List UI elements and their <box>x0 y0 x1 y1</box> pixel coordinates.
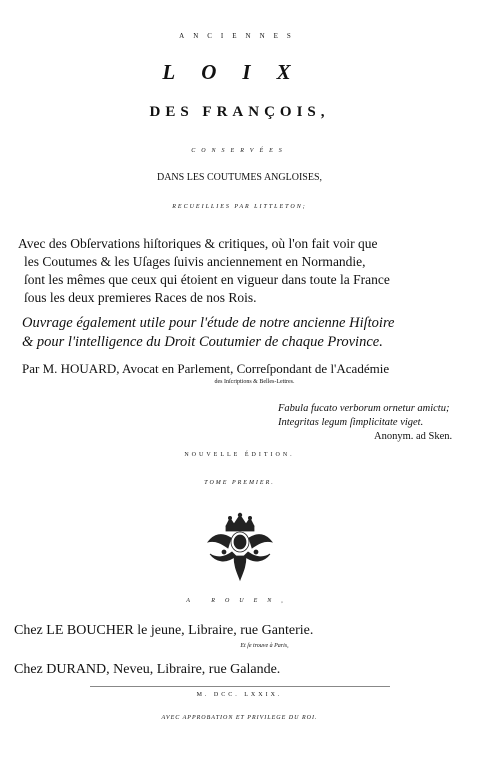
volume-label: TOME PREMIER. <box>204 480 275 486</box>
author-line-2: des Inſcriptions & Belles-Lettres. <box>214 379 295 385</box>
author-line-1: Par M. HOUARD, Avocat en Parlement, Correſpondant de l'Académie <box>22 361 390 376</box>
edition-label: NOUVELLE ÉDITION. <box>184 452 295 458</box>
description-line-1: Avec des Obſervations hiſtoriques & critiques, où l'on fait voir que <box>18 236 378 251</box>
title-line-1: ANCIENNES <box>179 32 300 40</box>
description-line-4: ſous les deux premieres Races de nos Rois. <box>24 290 257 305</box>
divider-rule <box>90 686 390 687</box>
publisher-line-1: Chez LE BOUCHER le jeune, Libraire, rue Ganterie. <box>14 623 314 638</box>
title-line-5: DANS LES COUTUMES ANGLOISES, <box>156 172 322 183</box>
title-line-6: RECUEILLIES PAR LITTLETON; <box>172 204 307 210</box>
crown-ornament-icon <box>204 512 276 584</box>
description-line-3: ſont les mêmes que ceux qui étoient en vigueur dans toute la France <box>24 272 390 287</box>
description-line-2: les Coutumes & les Uſages ſuivis anciennement en Normandie, <box>24 254 366 269</box>
privilege-line: AVEC APPROBATION ET PRIVILEGE DU ROI. <box>161 715 318 721</box>
sold-at-line: Et ſe trouve à Paris, <box>240 643 289 649</box>
place-label: A ROUEN, <box>186 598 293 604</box>
subtitle-line-1: Ouvrage également utile pour l'étude de notre ancienne Hiſtoire <box>22 315 395 331</box>
publisher-line-2: Chez DURAND, Neveu, Libraire, rue Galande. <box>14 662 281 677</box>
epigraph-line-2: Integritas legum ſimplicitate viget. <box>278 417 424 428</box>
title-line-2: LOIX <box>162 60 317 84</box>
subtitle-line-2: & pour l'intelligence du Droit Coutumier de chaque Province. <box>22 334 383 350</box>
epigraph-source: Anonym. ad Sken. <box>374 431 453 442</box>
title-line-3: DES FRANÇOIS, <box>149 104 330 120</box>
epigraph-line-1: Fabula fucato verborum ornetur amictu; <box>278 403 450 414</box>
title-line-4: CONSERVÉES <box>191 148 288 154</box>
imprint-date: M. DCC. LXXIX. <box>196 692 283 698</box>
